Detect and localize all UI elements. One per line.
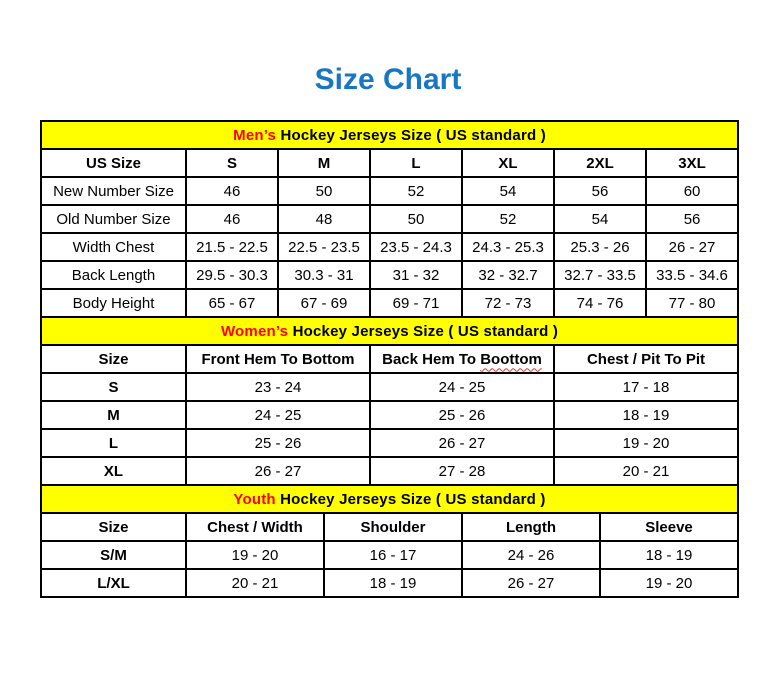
size-value-cell: 26 - 27 [186, 457, 370, 485]
size-value-cell: 26 - 27 [462, 569, 600, 597]
table-row [41, 569, 738, 597]
size-value-cell: 67 - 69 [278, 289, 370, 317]
size-value-cell: 24.3 - 25.3 [462, 233, 554, 261]
mens-section-title-rest: Hockey Jerseys Size ( US standard ) [280, 126, 546, 144]
column-header: Chest / Pit To Pit [554, 345, 738, 373]
row-label-cell: S [41, 373, 186, 401]
column-header: Shoulder [324, 513, 462, 541]
size-value-cell: 30.3 - 31 [278, 261, 370, 289]
womens-section-header [41, 317, 738, 345]
size-value-cell: 25.3 - 26 [554, 233, 646, 261]
youth-columns-row [41, 513, 738, 541]
size-value-cell: 24 - 25 [186, 401, 370, 429]
row-label-cell: M [41, 401, 186, 429]
size-value-cell: 17 - 18 [554, 373, 738, 401]
column-header: XL [462, 149, 554, 177]
size-value-cell: 26 - 27 [646, 233, 738, 261]
mens-section-highlight: Men’s [233, 126, 277, 144]
size-value-cell: 21.5 - 22.5 [186, 233, 278, 261]
youth-section-row [41, 485, 738, 513]
size-value-cell: 20 - 21 [186, 569, 324, 597]
size-value-cell: 23.5 - 24.3 [370, 233, 462, 261]
size-value-cell: 52 [370, 177, 462, 205]
size-value-cell: 74 - 76 [554, 289, 646, 317]
size-value-cell: 56 [554, 177, 646, 205]
column-header: 2XL [554, 149, 646, 177]
mens-section-row [41, 121, 738, 149]
size-value-cell: 18 - 19 [554, 401, 738, 429]
size-value-cell: 33.5 - 34.6 [646, 261, 738, 289]
womens-columns-row [41, 345, 738, 373]
size-value-cell: 54 [554, 205, 646, 233]
size-value-cell: 19 - 20 [186, 541, 324, 569]
size-value-cell: 72 - 73 [462, 289, 554, 317]
column-header: Size [41, 345, 186, 373]
womens-section-row [41, 317, 738, 345]
size-value-cell: 26 - 27 [370, 429, 554, 457]
size-value-cell: 25 - 26 [370, 401, 554, 429]
youth-section-title-rest: Hockey Jerseys Size ( US standard ) [280, 490, 546, 508]
table-row [41, 205, 738, 233]
size-value-cell: 20 - 21 [554, 457, 738, 485]
column-header: M [278, 149, 370, 177]
size-value-cell: 31 - 32 [370, 261, 462, 289]
size-value-cell: 60 [646, 177, 738, 205]
table-row [41, 401, 738, 429]
column-header: US Size [41, 149, 186, 177]
size-value-cell: 19 - 20 [554, 429, 738, 457]
row-label-cell: L/XL [41, 569, 186, 597]
column-header: L [370, 149, 462, 177]
mens-size-table [40, 120, 739, 318]
table-row [41, 261, 738, 289]
column-header: Length [462, 513, 600, 541]
table-row [41, 177, 738, 205]
size-value-cell: 50 [278, 177, 370, 205]
size-value-cell: 56 [646, 205, 738, 233]
column-header-misspelled [370, 345, 554, 373]
row-label-cell: Width Chest [41, 233, 186, 261]
size-value-cell: 25 - 26 [186, 429, 370, 457]
spellcheck-underlined-word: Boottom [480, 350, 542, 368]
size-value-cell: 23 - 24 [186, 373, 370, 401]
youth-section-highlight: Youth [233, 490, 276, 508]
row-label-cell: Back Length [41, 261, 186, 289]
table-row [41, 541, 738, 569]
column-header: S [186, 149, 278, 177]
column-header: Size [41, 513, 186, 541]
column-header: Chest / Width [186, 513, 324, 541]
size-value-cell: 54 [462, 177, 554, 205]
row-label-cell: XL [41, 457, 186, 485]
table-row [41, 233, 738, 261]
column-header-text: Back Hem To [382, 350, 477, 368]
size-value-cell: 46 [186, 177, 278, 205]
size-value-cell: 69 - 71 [370, 289, 462, 317]
size-value-cell: 18 - 19 [324, 569, 462, 597]
youth-section-header [41, 485, 738, 513]
size-value-cell: 16 - 17 [324, 541, 462, 569]
table-row [41, 429, 738, 457]
size-value-cell: 24 - 26 [462, 541, 600, 569]
size-value-cell: 22.5 - 23.5 [278, 233, 370, 261]
table-row [41, 457, 738, 485]
size-value-cell: 19 - 20 [600, 569, 738, 597]
size-value-cell: 32.7 - 33.5 [554, 261, 646, 289]
size-value-cell: 65 - 67 [186, 289, 278, 317]
page-title: Size Chart [314, 63, 462, 96]
row-label-cell: New Number Size [41, 177, 186, 205]
youth-size-table [40, 484, 739, 598]
womens-section-highlight: Women’s [220, 322, 289, 340]
size-value-cell: 32 - 32.7 [462, 261, 554, 289]
mens-columns-row [41, 149, 738, 177]
womens-section-title-rest: Hockey Jerseys Size ( US standard ) [292, 322, 559, 340]
size-value-cell: 27 - 28 [370, 457, 554, 485]
size-value-cell: 29.5 - 30.3 [186, 261, 278, 289]
womens-size-table [40, 316, 739, 486]
column-header: 3XL [646, 149, 738, 177]
size-value-cell: 46 [186, 205, 278, 233]
table-row [41, 373, 738, 401]
row-label-cell: L [41, 429, 186, 457]
size-value-cell: 52 [462, 205, 554, 233]
size-value-cell: 77 - 80 [646, 289, 738, 317]
size-tables-container [40, 120, 737, 598]
size-value-cell: 50 [370, 205, 462, 233]
column-header: Sleeve [600, 513, 738, 541]
size-value-cell: 48 [278, 205, 370, 233]
row-label-cell: Old Number Size [41, 205, 186, 233]
row-label-cell: Body Height [41, 289, 186, 317]
table-row [41, 289, 738, 317]
column-header: Front Hem To Bottom [186, 345, 370, 373]
mens-section-header [41, 121, 738, 149]
row-label-cell: S/M [41, 541, 186, 569]
size-value-cell: 24 - 25 [370, 373, 554, 401]
size-value-cell: 18 - 19 [600, 541, 738, 569]
